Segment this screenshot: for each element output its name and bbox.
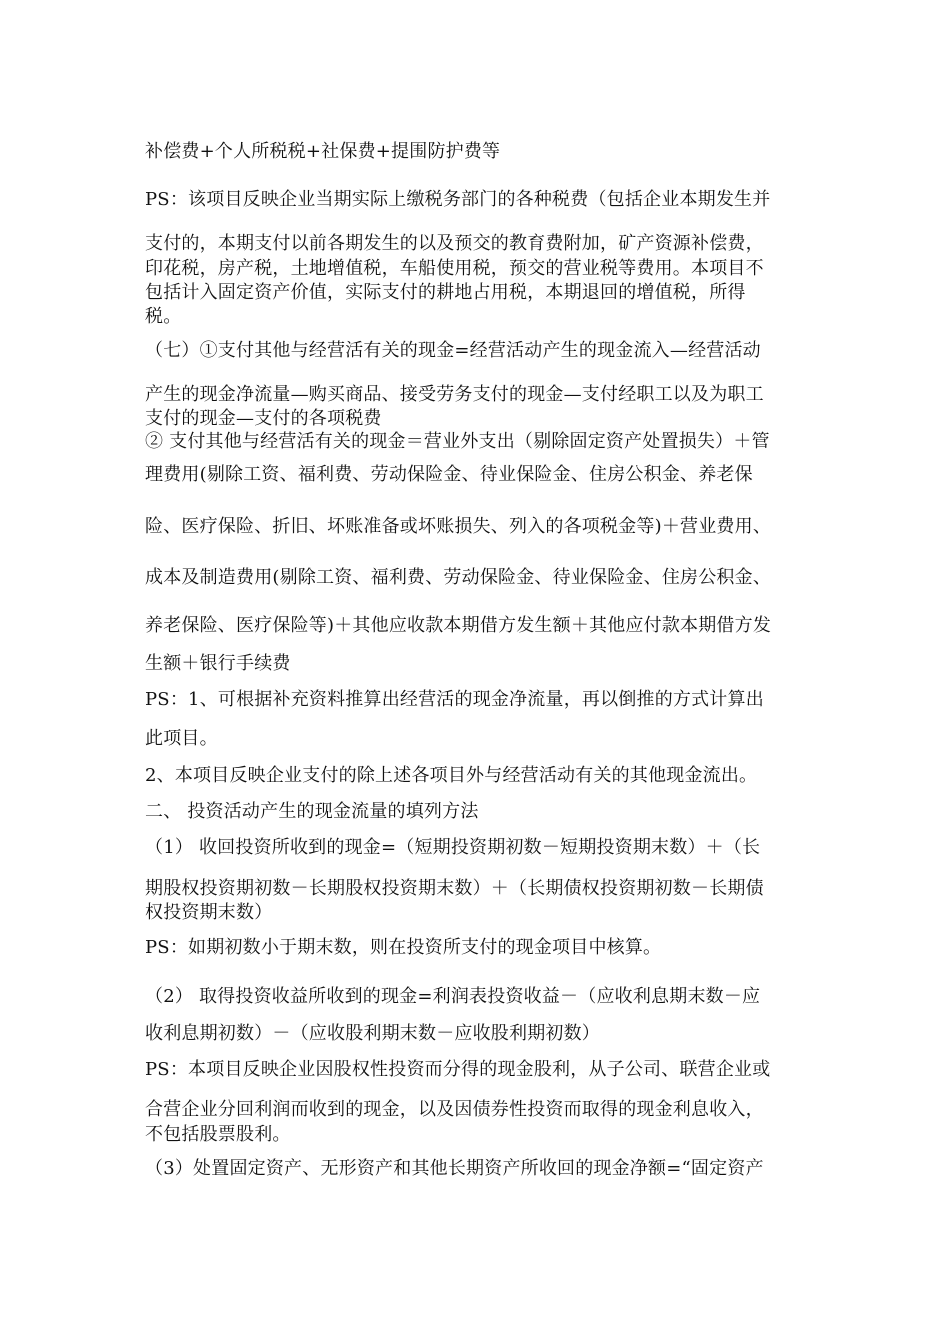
text-line: 权投资期末数） — [145, 902, 273, 923]
text-line: 险、医疗保险、折旧、坏账准备或坏账损失、列入的各项税金等)＋营业费用、 — [145, 516, 772, 537]
text-line: （3）处置固定资产、无形资产和其他长期资产所收回的现金净额=“固定资产 — [145, 1158, 764, 1179]
text-line: 二、 投资活动产生的现金流量的填列方法 — [145, 801, 479, 822]
text-line: 此项目。 — [145, 728, 218, 749]
text-line: 收利息期初数）－（应收股利期末数－应收股利期初数） — [145, 1023, 600, 1044]
text-line: 支付的，本期支付以前各期发生的以及预交的教育费附加，矿产资源补偿费， — [145, 233, 764, 254]
text-line: 合营企业分回利润而收到的现金，以及因债券性投资而取得的现金利息收入， — [145, 1099, 764, 1120]
text-line: 成本及制造费用(剔除工资、福利费、劳动保险金、待业保险金、住房公积金、 — [145, 567, 772, 588]
text-line: ② 支付其他与经营活有关的现金＝营业外支出（剔除固定资产处置损失）＋管 — [145, 431, 770, 452]
text-line: 期股权投资期初数－长期股权投资期末数）＋（长期债权投资期初数－长期债 — [145, 878, 764, 899]
text-line: 不包括股票股利。 — [145, 1124, 291, 1145]
text-line: 理费用(剔除工资、福利费、劳动保险金、待业保险金、住房公积金、养老保 — [145, 464, 753, 485]
text-line: 包括计入固定资产价值，实际支付的耕地占用税，本期退回的增值税，所得 — [145, 282, 746, 303]
text-line: 生额＋银行手续费 — [145, 653, 291, 674]
text-line: PS：如期初数小于期末数，则在投资所支付的现金项目中核算。 — [145, 937, 662, 958]
text-line: 补偿费+个人所税税+社保费+提围防护费等 — [145, 141, 501, 162]
text-line: 养老保险、医疗保险等)＋其他应收款本期借方发生额＋其他应付款本期借方发 — [145, 615, 772, 636]
text-line: 2、本项目反映企业支付的除上述各项目外与经营活动有关的其他现金流出。 — [145, 765, 758, 786]
text-line: 产生的现金净流量—购买商品、接受劳务支付的现金—支付经职工以及为职工 — [145, 384, 764, 405]
text-line: （七）①支付其他与经营活有关的现金=经营活动产生的现金流入—经营活动 — [145, 340, 761, 361]
text-line: 支付的现金—支付的各项税费 — [145, 408, 382, 429]
text-line: （2） 取得投资收益所收到的现金=利润表投资收益－（应收利息期末数－应 — [145, 986, 761, 1007]
text-line: PS：本项目反映企业因股权性投资而分得的现金股利，从子公司、联营企业或 — [145, 1059, 771, 1080]
text-line: 印花税，房产税，土地增值税，车船使用税，预交的营业税等费用。本项目不 — [145, 258, 764, 279]
text-line: 税。 — [145, 306, 182, 327]
text-line: （1） 收回投资所收到的现金=（短期投资期初数－短期投资期末数）＋（长 — [145, 837, 761, 858]
text-line: PS：该项目反映企业当期实际上缴税务部门的各种税费（包括企业本期发生并 — [145, 189, 771, 210]
text-line: PS：1、可根据补充资料推算出经营活的现金净流量，再以倒推的方式计算出 — [145, 689, 764, 710]
